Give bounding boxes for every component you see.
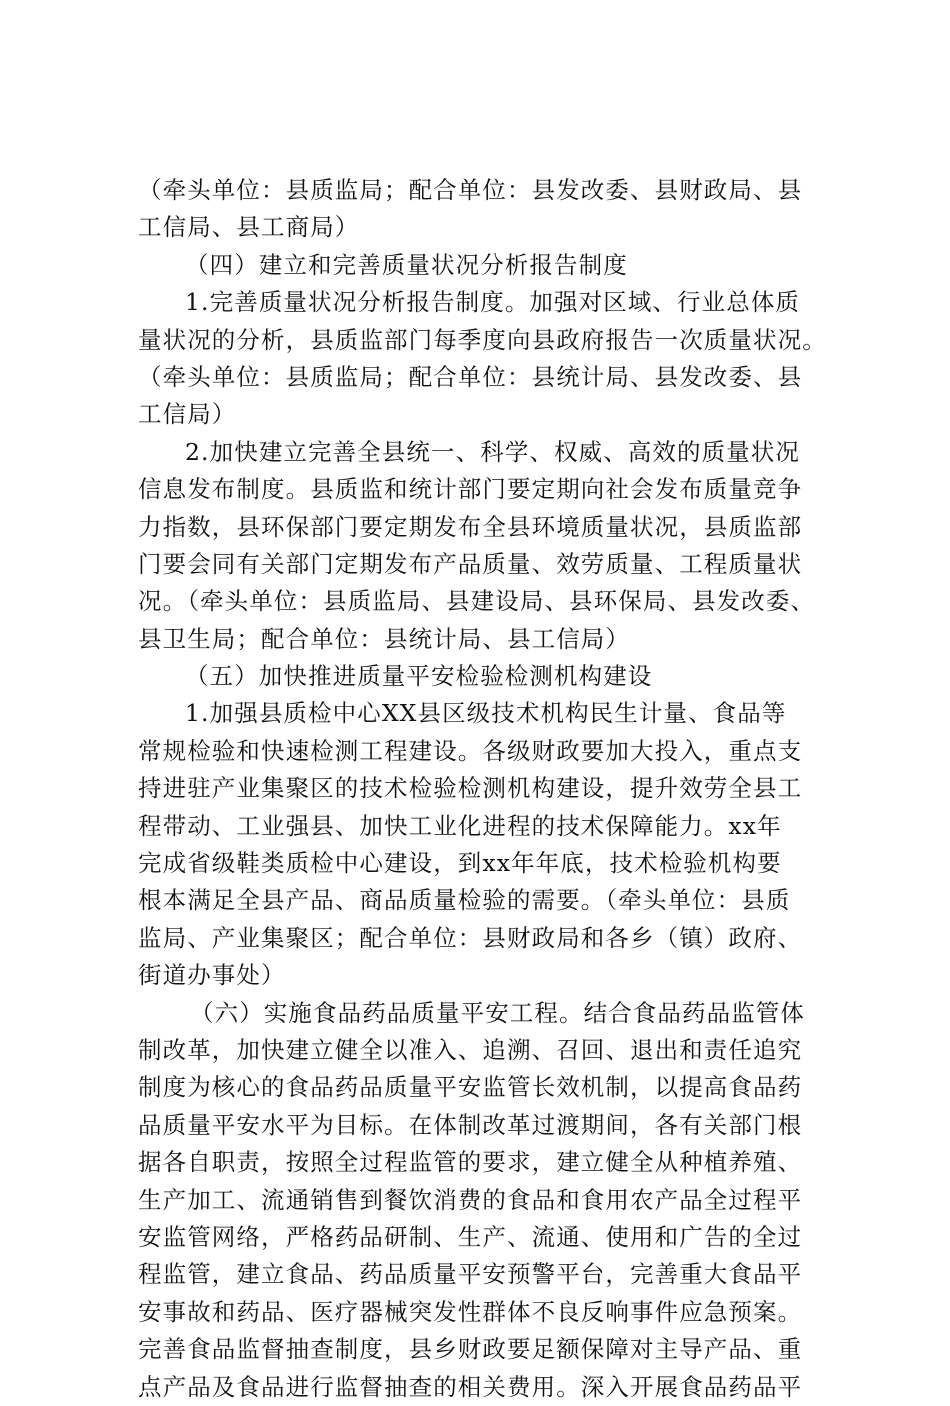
document-text-line: 根本满足全县产品、商品质量检验的需要。（牵头单位：县质 <box>138 886 791 915</box>
document-text-line: 县卫生局；配合单位：县统计局、县工信局） <box>138 624 630 653</box>
document-text-line: 持进驻产业集聚区的技术检验检测机构建设，提升效劳全县工 <box>138 774 803 803</box>
document-text-line: 据各自职责，按照全过程监管的要求，建立健全从种植养殖、 <box>138 1148 803 1177</box>
document-text-line: 安事故和药品、医疗器械突发性群体不良反响事件应急预案。 <box>138 1297 803 1326</box>
document-text-line: 程监管，建立食品、药品质量平安预警平台，完善重大食品平 <box>138 1260 803 1289</box>
document-text-line: 量状况的分析，县质监部门每季度向县政府报告一次质量状况。 <box>138 325 827 354</box>
document-text-line: （四）建立和完善质量状况分析报告制度 <box>185 250 628 279</box>
document-text-line: （五）加快推进质量平安检验检测机构建设 <box>185 662 653 691</box>
document-text-line: 生产加工、流通销售到餐饮消费的食品和食用农产品全过程平 <box>138 1185 803 1214</box>
document-text-line: 制改革，加快建立健全以准入、追溯、召回、退出和责任追究 <box>138 1035 803 1064</box>
document-text-line: 程带动、工业强县、加快工业化进程的技术保障能力。xx年 <box>138 811 782 840</box>
document-text-line: （牵头单位：县质监局；配合单位：县发改委、县财政局、县 <box>138 176 803 204</box>
document-text-line: 完善食品监督抽查制度，县乡财政要足额保障对主导产品、重 <box>138 1335 803 1364</box>
document-text-line: 完成省级鞋类质检中心建设，到xx年年底，技术检验机构要 <box>138 849 782 878</box>
document-text-line: 工信局、县工商局） <box>138 213 360 242</box>
document-text-line: 2.加快建立完善全县统一、科学、权威、高效的质量状况 <box>185 437 801 466</box>
document-text-line: 1.完善质量状况分析报告制度。加强对区域、行业总体质 <box>185 288 801 317</box>
document-body <box>138 172 838 1406</box>
document-text-line: 1.加强县质检中心XX县区级技术机构民生计量、食品等 <box>185 699 787 728</box>
document-text-line: 街道办事处） <box>138 961 286 990</box>
document-text-line: 信息发布制度。县质监和统计部门要定期向社会发布质量竞争 <box>138 475 803 504</box>
document-text-line: 安监管网络，严格药品研制、生产、流通、使用和广告的全过 <box>138 1222 803 1251</box>
document-text-line: （六）实施食品药品质量平安工程。结合食品药品监管体 <box>190 998 805 1027</box>
document-text-line: 监局、产业集聚区；配合单位：县财政局和各乡（镇）政府、 <box>138 923 803 952</box>
document-text-line: 制度为核心的食品药品质量平安监管长效机制，以提高食品药 <box>138 1073 803 1102</box>
document-text-line: （牵头单位：县质监局；配合单位：县统计局、县发改委、县 <box>138 362 803 391</box>
document-text-line: 点产品及食品进行监督抽查的相关费用。深入开展食品药品平 <box>138 1372 803 1401</box>
document-text-line: 常规检验和快速检测工程建设。各级财政要加大投入，重点支 <box>138 736 803 765</box>
document-text-line: 门要会同有关部门定期发布产品质量、效劳质量、工程质量状 <box>138 549 803 578</box>
document-text-line: 力指数，县环保部门要定期发布全县环境质量状况，县质监部 <box>138 512 803 541</box>
document-text-line: 况。（牵头单位：县质监局、县建设局、县环保局、县发改委、 <box>138 587 816 616</box>
document-text-line: 工信局） <box>138 400 237 429</box>
document-text-line: 品质量平安水平为目标。在体制改革过渡期间，各有关部门根 <box>138 1110 803 1139</box>
